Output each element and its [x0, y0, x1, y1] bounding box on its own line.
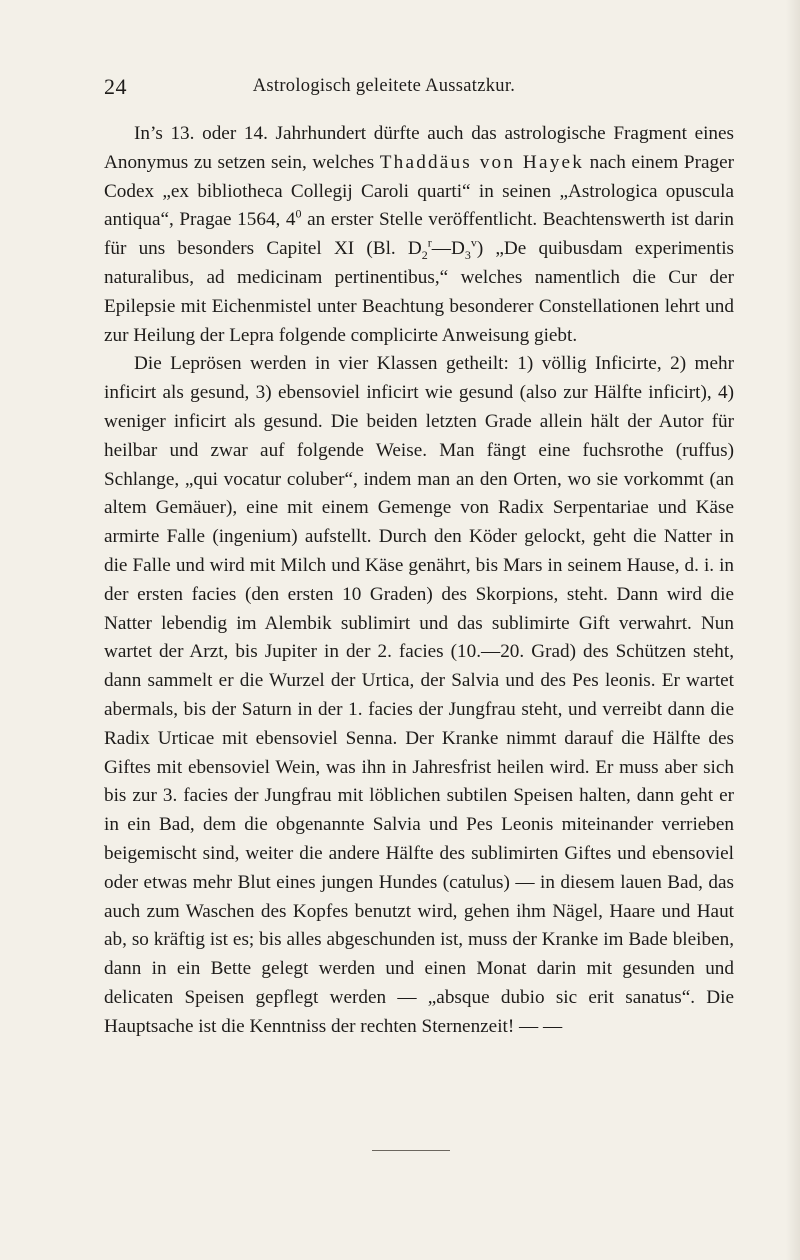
format-mark: 0	[295, 207, 302, 221]
folio-ref-2-sub: 3	[464, 248, 471, 263]
paragraph-1-part-a: In’s 13. oder 14. Jahrhundert dürfte auch das astrologische Fragment eines Anonymus zu setzen sein, welches	[104, 123, 734, 173]
paragraph-1-part-d: ) „De quibusdam experimentis naturalibus, ad medicinam pertinentibus,“ welches namentlich die Cur der Epilepsie mit Eichenmistel unter Beachtung besonderer Constellationen lehrt und zur Heilung der Lepra folgende complicirte Anweisung giebt.	[104, 238, 734, 346]
folio-dash: —D	[431, 238, 465, 260]
body-text	[104, 120, 734, 1042]
folio-ref-2-sup: v	[470, 235, 477, 250]
paragraph-2: Die Leprösen werden in vier Klassen getheilt: 1) völlig Inficirte, 2) mehr inficirt als gesund, 3) ebensoviel inficirt wie gesund (also zur Hälfte inficirt), 4) weniger inficirt als gesund. Die beiden letzten Grade allein hält der Autor für heilbar und zwar auf folgende Weise. Man fängt eine fuchsrothe (ruffus) Schlange, „qui vocatur coluber“, indem man an den Orten, wo sie vorkommt (an altem Gemäuer), eine mit einem Gemenge von Radix Serpentariae und Käse armirte Falle (ingenium) aufstellt. Durch den Köder gelockt, geht die Natter in die Falle und wird mit Milch und Käse genährt, bis Mars in seinem Hause, d. i. in der ersten facies (den ersten 10 Graden) des Skorpions, steht. Dann wird die Natter lebendig im Alembik sublimirt und das sublimirte Gift verwahrt. Nun wartet der Arzt, bis Jupiter in der 2. facies (10.—20. Grad) des Schützen steht, dann sammelt er die Wurzel der Urtica, der Salvia und des Pes leonis. Er wartet abermals, bis der Saturn in der 1. facies der Jungfrau steht, und verreibt dann die Radix Urticae mit ebensoviel Senna. Der Kranke nimmt darauf die Hälfte des Giftes mit ebensoviel Wein, was ihn in Jahresfrist heilen wird. Er muss aber sich bis zur 3. facies der Jungfrau mit löblichen subtilen Speisen halten, dann geht er in ein Bad, dem die obgenannte Salvia und Pes Leonis miteinander verrieben beigemischt sind, weiter die andere Hälfte des sublimirten Giftes und ebensoviel oder etwas mehr Blut eines jungen Hundes (catulus) — in diesem lauen Bad, das auch zum Waschen des Kopfes benutzt wird, gehen ihm Nägel, Haare und Haut ab, so kräftig ist es; bis alles abgeschunden ist, muss der Kranke im Bade bleiben, dann in ein Bette gelegt werden und einen Monat darin mit gesunden und delicaten Speisen gepflegt werden — „absque dubio sic erit sanatus“. Die Hauptsache ist die Kenntniss der rechten Sternenzeit! — —	[104, 353, 734, 1037]
folio-ref-1-sub: 2	[421, 248, 428, 263]
paragraph-1-part-c: an erster Stelle veröffentlicht. Beachtenswerth ist darin für uns besonders Capitel XI (Bl. D	[104, 209, 735, 260]
page-edge-shadow	[786, 0, 800, 1260]
page-number: 24	[104, 74, 127, 99]
running-title: Astrologisch geleitete Aussatzkur.	[252, 76, 516, 96]
end-rule	[372, 1150, 450, 1151]
paragraph-1-part-b: nach einem Prager Codex „ex bibliotheca Collegij Caroli quarti“ in seinen „Astrologica opuscula antiqua“, Pragae 1564, 4	[104, 151, 734, 231]
author-name: Thaddäus von Hayek	[379, 151, 585, 173]
folio-ref-1-sup: r	[427, 235, 432, 250]
page-header	[104, 74, 704, 104]
paragraph-1	[104, 120, 734, 350]
